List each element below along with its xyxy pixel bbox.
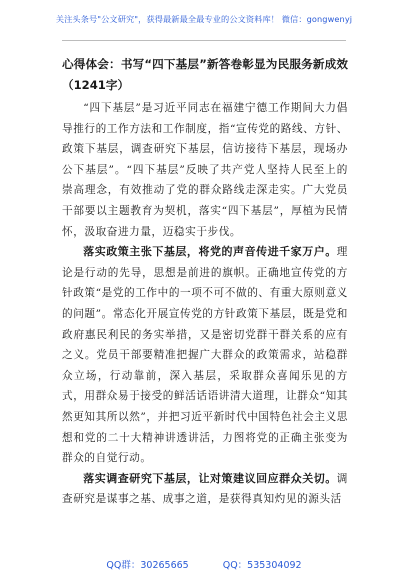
document-body: [62, 54, 348, 510]
qq-group-label: QQ群：30265665: [106, 560, 189, 571]
header-divider: [62, 40, 346, 41]
paragraph-text: 理论是行动的先导，思想是前进的旗帜。正确地宣传党的方针政策“是党的工作中的一项不可不做的、有重大原则意义的问题”。常态化开展宣传党的方针政策下基层，既是党和政府惠民利民的务实举措，又是密切党群干群关系的应有之义。党员干部要精准把握广大群众的政策需求，站稳群众立场，行动靠前，深入基层，采取群众喜闻乐见的方式，用群众易于接受的鲜活话语讲清大道理，让群众“知其然更知其所以然”，并把习近平新时代中国特色社会主义思想和党的二十大精神讲透讲活，力图将党的正确主张变为群众的自觉行动。: [62, 246, 348, 465]
paragraph-research: [62, 469, 348, 510]
paragraph-intro: [62, 98, 348, 242]
qq-label: QQ：535304092: [222, 560, 302, 571]
paragraph-text: “四下基层”是习近平同志在福建宁德工作期间大力倡导推行的工作方法和工作制度，指“宣传党的路线、方针、政策下基层，调查研究下基层，信访接待下基层，现场办公下基层”。“四下基层”反映了共产党人坚持人民至上的崇高理念，有效推动了党的群众路线走深走实。广大党员干部要以主题教育为契机，落实“四下基层”，厚植为民情怀，汲取奋进力量，迈稳实于步伐。: [62, 102, 348, 238]
footer-banner: [0, 557, 408, 571]
header-banner: 关注头条号"公文研究"，获得最新最全最专业的公文资料库！ 微信：gongwenyj: [55, 14, 353, 24]
paragraph-text: 调查研究是谋事之基、成事之道，是获得真知灼见的源头活: [62, 472, 348, 506]
paragraph-policy: [62, 242, 348, 469]
paragraph-lead: 落实调查研究下基层，让对策建议回应群众关切。: [83, 471, 337, 485]
document-title: 心得体会：书写“四下基层”新答卷彰显为民服务新成效（1241字）: [62, 57, 348, 92]
paragraph-lead: 落实政策主张下基层，将党的声音传进千家万户。: [83, 245, 337, 259]
